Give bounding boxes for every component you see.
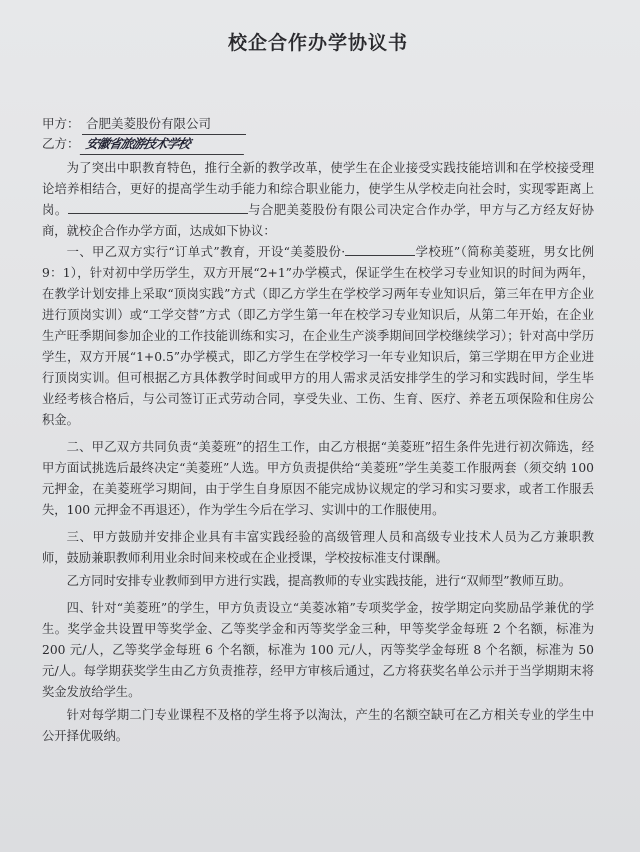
party-a-name: 合肥美菱股份有限公司 — [82, 114, 246, 135]
class-name-blank — [345, 243, 415, 256]
parties-block — [42, 114, 594, 154]
party-b-handwritten-name: 安徽省旅游技术学校 — [80, 134, 248, 155]
clause-4: 四、针对“美菱班”的学生，甲方负责设立“美菱冰箱”专项奖学金，按学期定向奖励品学兼优的学生。奖学金共设置甲等奖学金、乙等奖学金和丙等奖学金三种，甲等奖学金每班 2 个名额，标准为 200 元/人，乙等奖学金每班 6 个名额，标准为 100 元/人，丙等奖学金每班 8 个名额，标准为 50 元/人。每学期获奖学生由乙方负责推荐，经甲方审核后通过，乙方将获奖名单公示并于当学期期末将奖金发放给学生。 — [42, 601, 594, 699]
intro-text-2: 与合肥美菱股份有限公司决定合作办学，甲方与乙方经友好协商，就校企合作办学方面，达成如下协议： — [42, 203, 594, 238]
party-a-label: 甲方： — [42, 116, 80, 131]
party-b-label: 乙方： — [42, 136, 80, 151]
clause-2: 二、甲乙双方共同负责“美菱班”的招生工作，由乙方根据“美菱班”招生条件先进行初次筛选，经甲方面试挑选后最终决定“美菱班”人选。甲方负责提供给“美菱班”学生美菱工作服两套（须交纳 100 元押金，在美菱班学习期间，由于学生自身原因不能完成协议规定的学习和实习要求，或者工作服丢失，100 元押金不再退还），作为学生今后在学习、实训中的工作服使用。 — [42, 440, 594, 517]
intro-paragraph — [42, 158, 594, 242]
clause-5: 针对每学期二门专业课程不及格的学生将予以淘汰，产生的名额空缺可在乙方相关专业的学生中公开择优吸纳。 — [42, 708, 594, 743]
clause-3-extra: 乙方同时安排专业教师到甲方进行实践，提高教师的专业实践技能，进行“双师型”教师互助。 — [66, 574, 572, 588]
document-title: 校企合作办学协议书 — [227, 32, 408, 54]
clause-1-text-a: 一、甲乙双方实行“订单式”教育，开设“美菱股份· — [66, 245, 346, 259]
clause-1-text-b: 学校班”（简称美菱班，男女比例 9：1），针对初中学历学生，双方开展“2+1”办学模式，保证学生在校学习专业知识的时间为两年，在教学计划安排上采取“顶岗实践”方式（即乙方学生在学校学习两年专业知识后，第三年在甲方企业进行顶岗实训）或“工学交替”方式（即乙方学生第一年在校学习专业知识后，从第二年开始，在企业生产旺季期间参加企业的工作技能训练和实习，在企业生产淡季期间回学校继续学习）；针对高中学历学生，双方开展“1+0.5”办学模式，即乙方学生在学校学习一年专业知识后，第三学期在甲方企业进行顶岗实训。但可根据乙方具体教学时间或甲方的用人需求灵活安排学生的学习和实践时间，学生毕业经考核合格后，与公司签订正式劳动合同，享受失业、工伤、生育、医疗、养老五项保险和住房公积金。 — [42, 245, 594, 427]
intro-text-1: 为了突出中职教育特色，推行全新的教学改革，使学生在企业接受实践技能培训和在学校接受理论培养相结合，更好的提高学生动手能力和综合职业能力，使学生从学校走向社会时，实现零距离上岗。 — [42, 161, 594, 217]
clause-1 — [42, 242, 594, 431]
party-a-line — [42, 114, 594, 134]
party-b-line — [42, 134, 594, 154]
clause-3: 三、甲方鼓励并安排企业具有丰富实践经验的高级管理人员和高级专业技术人员为乙方兼职教师，鼓励兼职教师利用业余时间来校或在企业授课，学校按标准支付课酬。 — [42, 530, 594, 565]
school-name-blank — [68, 201, 248, 214]
